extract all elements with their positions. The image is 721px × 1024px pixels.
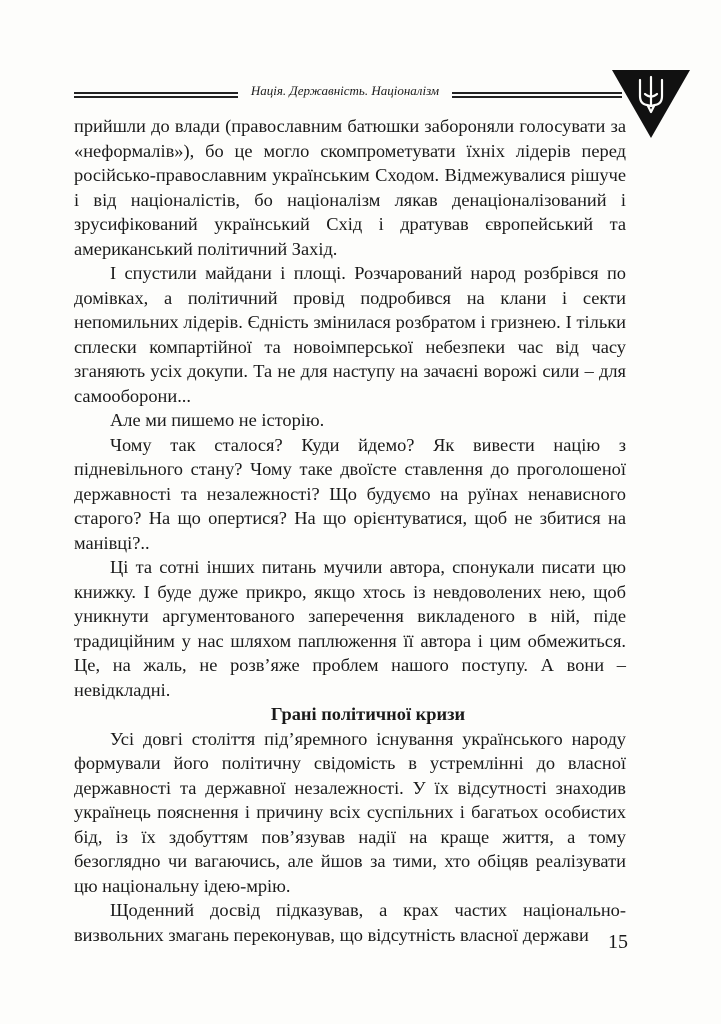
header-rule-right	[452, 92, 622, 94]
body-paragraph: Щоденний досвід підказував, а крах частих національно-визвольних змагань переконував, що відсутність власної держави	[74, 900, 626, 945]
body-paragraph: Але ми пишемо не історію.	[110, 410, 325, 430]
body-paragraph: прийшли до влади (православним батюшки забороняли голосувати за «неформалів»), бо це могло скомпрометувати їхніх лідерів перед російсько-православним українським Сходом. Відмежувалися рішуче і від націоналістів, бо націоналізм лякав денаціоналізований і зрусифікований український Схід і дратував європейський та американський політичний Захід.	[74, 116, 626, 259]
body-paragraph: І спустили майдани і площі. Розчарований народ розбрівся по домівках, а політичний провід подробився на клани і секти непомильних лідерів. Єдність змінилася розбратом і гризнею. І тільки сплески компартійної та новоімперської небезпеки час від часу зганяють усіх докупи. Та не для наступу на зачаєні ворожі сили – для самооборони...	[74, 263, 626, 406]
body-paragraph: Чому так сталося? Куди йдемо? Як вивести націю з підневільного стану? Чому таке двоїсте ставлення до проголошеної державності та незалежності? Що будуємо на руїнах ненависного старого? На що опертися? На що орієнтуватися, щоб не збитися на манівці?..	[74, 434, 626, 553]
body-paragraph: Усі довгі століття під’яремного існування українського народу формували його політичну свідомість в устремлінні до власної державності та державної незалежності. У їх відсутності знаходив українець пояснення і причину всіх суспільних і багатьох особистих бід, із їх здобуттям пов’язував надії на краще життя, а тому безоглядно чи вагаючись, але йшов за тими, хто обіцяв реалізувати цю національну ідею-мрію.	[74, 728, 626, 896]
page-number: 15	[608, 931, 628, 953]
section-heading: Грані політичної кризи	[270, 704, 466, 724]
header-rule-left	[74, 96, 238, 98]
running-title: Нація. Державність. Націоналізм	[250, 83, 440, 98]
page-body	[74, 114, 626, 947]
header-rule-right	[452, 96, 622, 98]
body-paragraph: Ці та сотні інших питань мучили автора, спонукали писати цю книжку. І буде дуже прикро, якщо хтось із невдоволених нею, щоб уникнути аргументованого заперечення викладеного в ній, піде традиційним у нас шляхом паплюження її автора і цим обмежиться. Це, на жаль, не розв’яже проблем нашого поступу. А вони – невідкладні.	[74, 557, 626, 700]
header-rule-left	[74, 92, 238, 94]
